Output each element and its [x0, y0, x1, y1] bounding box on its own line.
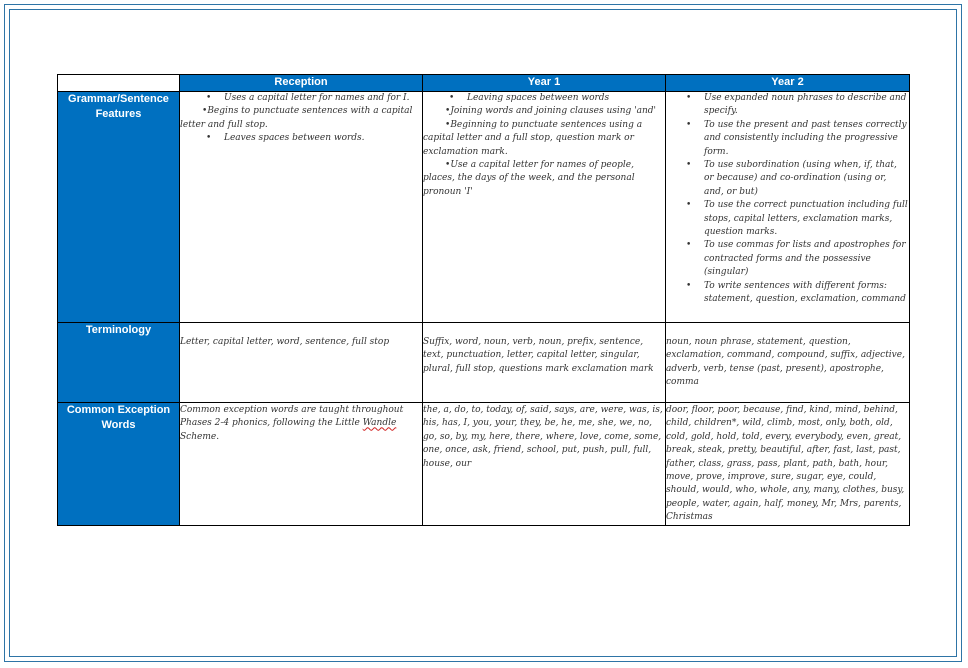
bullet-icon: • [202, 106, 208, 117]
row-header-terminology: Terminology [58, 323, 180, 403]
cell-terminology-reception: Letter, capital letter, word, sentence, full stop [180, 323, 423, 403]
bullet-icon: • [686, 200, 692, 211]
list-item: • Leaves spaces between words. [180, 132, 422, 145]
table-row-grammar [58, 92, 910, 323]
bullet-icon: • [686, 119, 692, 130]
bullet-icon: • [449, 93, 455, 103]
row-header-exception-words: Common Exception Words [58, 403, 180, 526]
bullet-icon: • [445, 160, 451, 171]
table-row-exception-words [58, 403, 910, 526]
bullet-icon: • [686, 280, 692, 291]
list-item: • Leaving spaces between words [423, 92, 665, 105]
column-header-reception: Reception [180, 75, 423, 92]
bullet-icon: • [686, 160, 692, 171]
cell-exception-reception: Common exception words are taught throughout Phases 2-4 phonics, following the Little Wandle Scheme. [180, 403, 423, 526]
cell-grammar-reception [180, 92, 423, 323]
list-grammar-year2 [666, 92, 909, 307]
list-item: • To use subordination (using when, if, that, or because) and co-ordination (using or, and, or but) [686, 160, 897, 197]
list-item: • To use the correct punctuation including full stops, capital letters, exclamation marks, question marks. [686, 200, 908, 238]
column-header-year2: Year 2 [666, 75, 910, 92]
curriculum-table [57, 74, 910, 526]
list-grammar-reception [180, 92, 422, 146]
bullet-icon: • [206, 133, 212, 144]
header-row [58, 75, 910, 92]
spellcheck-flagged-word: Wandle [362, 418, 397, 429]
bullet-icon: • [445, 106, 451, 117]
bullet-icon: • [206, 93, 212, 103]
cell-terminology-year1: Suffix, word, noun, verb, noun, prefix, sentence, text, punctuation, letter, capital letter, singular, plural, full stop, questions mark exclamation mark [423, 323, 666, 403]
cell-exception-year1: the, a, do, to, today, of, said, says, are, were, was, is, his, has, I, you, your, they, be, he, me, she, we, no, go, so, by, my, here, there, where, love, come, some, one, once, ask, friend, school, put, push, pull, full, house, our [423, 403, 666, 526]
row-header-grammar: Grammar/Sentence Features [58, 92, 180, 323]
list-item: • To write sentences with different forms: statement, question, exclamation, command [686, 280, 906, 305]
list-item: • To use the present and past tenses correctly and consistently including the progressive form. [686, 119, 907, 157]
cell-terminology-year2: noun, noun phrase, statement, question, exclamation, command, compound, suffix, adjective, adverb, verb, tense (past, present), apostrophe, comma [666, 323, 910, 403]
list-item: • Use expanded noun phrases to describe and specify. [686, 93, 907, 117]
list-item: •Beginning to punctuate sentences using a capital letter and a full stop, question mark or exclamation mark. [423, 119, 643, 157]
list-item: •Joining words and joining clauses using 'and' [445, 106, 657, 117]
list-grammar-year1 [423, 92, 665, 199]
list-item: • To use commas for lists and apostrophes for contracted forms and the possessive (singular) [686, 240, 906, 278]
list-item: • Uses a capital letter for names and for I. [180, 92, 422, 105]
list-item: •Use a capital letter for names of people, places, the days of the week, and the personal pronoun 'I' [423, 160, 635, 197]
cell-grammar-year1 [423, 92, 666, 323]
bullet-icon: • [686, 240, 692, 251]
column-header-year1: Year 1 [423, 75, 666, 92]
bullet-icon: • [445, 119, 451, 130]
cell-grammar-year2 [666, 92, 910, 323]
list-item: •Begins to punctuate sentences with a capital letter and full stop. [180, 106, 413, 130]
cell-exception-year2: door, floor, poor, because, find, kind, mind, behind, child, children*, wild, climb, most, only, both, old, cold, gold, hold, told, every, everybody, even, great, break, steak, pretty, beautiful, after, fast, last, past, father, class, grass, pass, plant, path, bath, hour, move, prove, improve, sure, sugar, eye, could, should, would, who, whole, any, many, clothes, busy, people, water, again, half, money, Mr, Mrs, parents, Christmas [666, 403, 910, 526]
corner-cell [58, 75, 180, 92]
bullet-icon: • [686, 93, 692, 103]
table-row-terminology [58, 323, 910, 403]
